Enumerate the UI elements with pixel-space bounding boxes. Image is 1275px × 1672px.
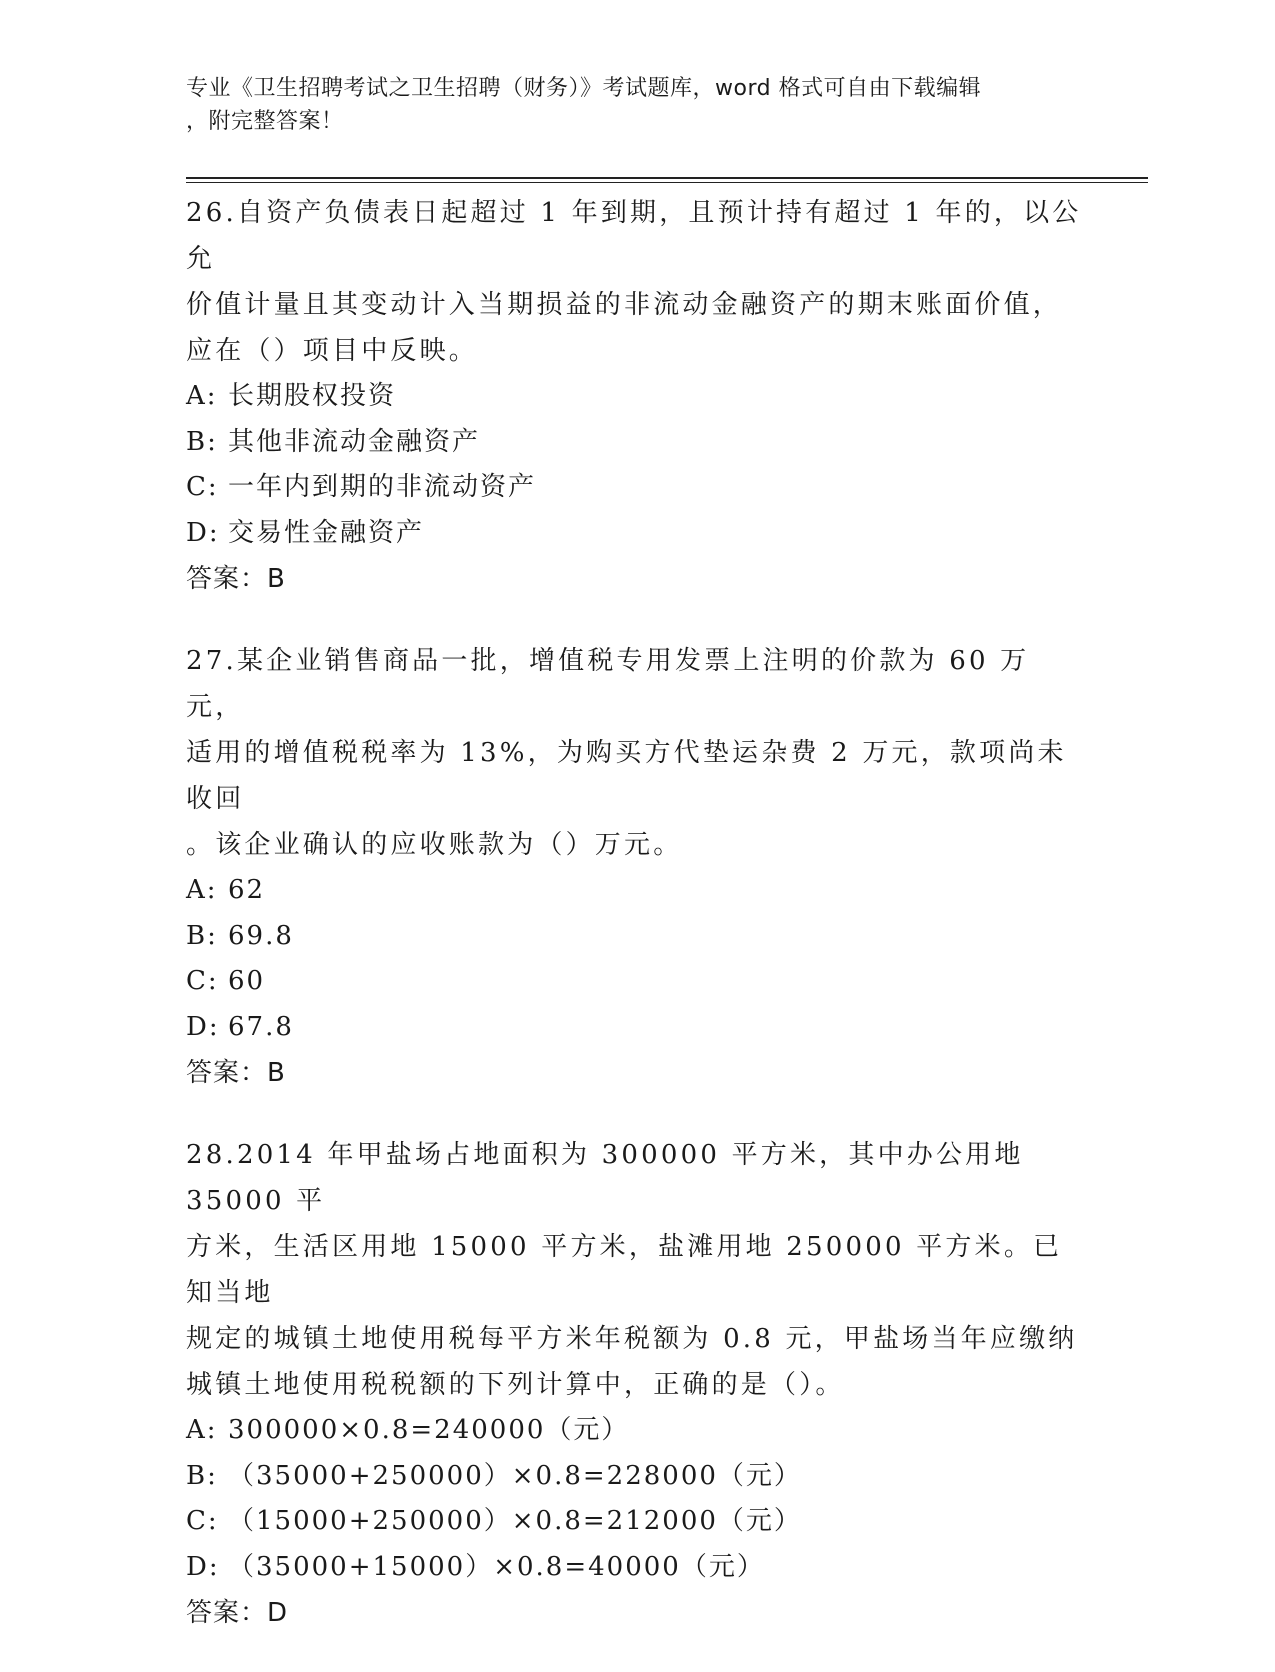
option-key: D: xyxy=(186,1011,220,1042)
stem-line: 。该企业确认的应收账款为（）万元。 xyxy=(186,830,683,860)
header-line-1: 专业《卫生招聘考试之卫生招聘（财务）》考试题库，word 格式可自由下载编辑 xyxy=(186,76,982,101)
option-text: （35000+15000）×0.8=40000（元） xyxy=(228,1551,765,1582)
question-stem xyxy=(186,1132,1086,1408)
option-text: 一年内到期的非流动资产 xyxy=(228,472,537,502)
option-key: C: xyxy=(186,472,219,502)
option-c xyxy=(186,465,1086,511)
stem-line: 适用的增值税税率为 13%，为购买方代垫运杂费 2 万元，款项尚未收回 xyxy=(186,738,1067,814)
option-c xyxy=(186,1499,1086,1545)
header-line-2: ，附完整答案！ xyxy=(186,109,344,134)
option-key: A: xyxy=(186,1415,218,1445)
option-key: A: xyxy=(186,381,218,411)
option-key: C: xyxy=(186,966,219,996)
option-text: 300000×0.8=240000（元） xyxy=(228,1415,630,1445)
stem-line: 规定的城镇土地使用税每平方米年税额为 0.8 元，甲盐场当年应缴纳 xyxy=(186,1324,1078,1354)
option-b xyxy=(186,420,1086,466)
option-key: C: xyxy=(186,1506,219,1536)
option-key: B: xyxy=(186,920,218,951)
stem-line: 方米，生活区用地 15000 平方米，盐滩用地 250000 平方米。已知当地 xyxy=(186,1232,1063,1308)
question-28 xyxy=(186,1132,1086,1636)
stem-line: 价值计量且其变动计入当期损益的非流动金融资产的期末账面价值， xyxy=(186,290,1063,320)
option-text: 其他非流动金融资产 xyxy=(228,426,481,457)
stem-line: 28.2014 年甲盐场占地面积为 300000 平方米，其中办公用地 35000 平 xyxy=(186,1140,1024,1216)
header-rule-thin xyxy=(186,182,1148,183)
stem-line: 城镇土地使用税税额的下列计算中，正确的是（）。 xyxy=(186,1370,845,1400)
option-text: 69.8 xyxy=(228,920,294,951)
option-text: 60 xyxy=(228,966,266,996)
option-text: 长期股权投资 xyxy=(228,381,397,411)
answer-line: 答案：D xyxy=(186,1598,289,1628)
document-header xyxy=(186,72,1066,138)
option-key: B: xyxy=(186,426,218,457)
stem-line: 应在（）项目中反映。 xyxy=(186,336,479,366)
question-stem xyxy=(186,190,1086,374)
question-26 xyxy=(186,190,1086,602)
option-a xyxy=(186,868,1086,914)
option-text: 67.8 xyxy=(228,1011,294,1042)
option-text: 交易性金融资产 xyxy=(228,517,425,548)
answer-line: 答案：B xyxy=(186,564,286,594)
option-b xyxy=(186,914,1086,960)
stem-line: 27.某企业销售商品一批，增值税专用发票上注明的价款为 60 万元， xyxy=(186,646,1030,722)
stem-line: 26.自资产负债表日起超过 1 年到期，且预计持有超过 1 年的，以公允 xyxy=(186,198,1082,274)
option-c xyxy=(186,959,1086,1005)
option-a xyxy=(186,374,1086,420)
option-key: D: xyxy=(186,1551,220,1582)
option-text: 62 xyxy=(228,875,266,905)
option-b xyxy=(186,1454,1086,1500)
option-text: （15000+250000）×0.8=212000（元） xyxy=(228,1506,802,1536)
option-key: B: xyxy=(186,1460,218,1491)
question-27 xyxy=(186,638,1086,1096)
question-stem xyxy=(186,638,1086,868)
option-a xyxy=(186,1408,1086,1454)
option-key: D: xyxy=(186,517,220,548)
option-text: （35000+250000）×0.8=228000（元） xyxy=(228,1460,802,1491)
option-key: A: xyxy=(186,875,218,905)
option-d xyxy=(186,511,1086,557)
option-d xyxy=(186,1005,1086,1051)
answer-line: 答案：B xyxy=(186,1058,286,1088)
header-rule-thick xyxy=(186,177,1148,179)
option-d xyxy=(186,1545,1086,1591)
question-list xyxy=(186,190,1086,1672)
